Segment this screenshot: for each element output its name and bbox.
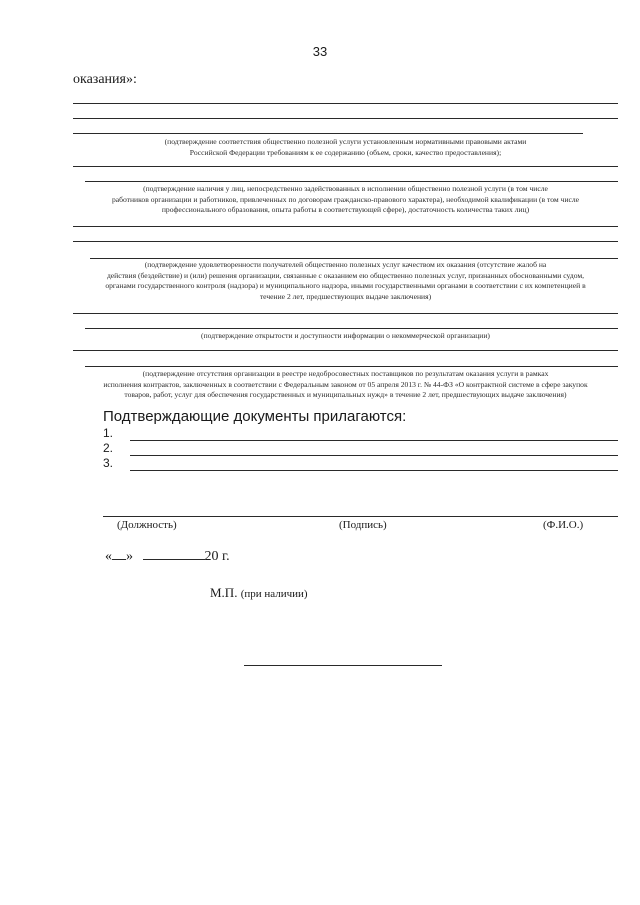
year-prefix: 20 bbox=[204, 549, 219, 564]
document-item-line[interactable] bbox=[130, 455, 618, 456]
caption-staff: (подтверждение наличия у лиц, непосредственно задействованных в исполнении общественно полезной услуги (в том числе работников организации и работников, привлеченных по договорам гражданско-правового характера), необходимой квалификации (в том числе профессионального образования, опыта работы в соответствующей сфере), достаточность количества таких лиц) bbox=[111, 184, 580, 214]
signature-label: (Подпись) bbox=[339, 519, 387, 531]
fill-line bbox=[73, 350, 618, 351]
document-item-number: 3. bbox=[103, 456, 114, 470]
position-line[interactable] bbox=[103, 516, 303, 517]
stamp-place bbox=[210, 585, 308, 601]
fill-line bbox=[73, 118, 618, 119]
document-item-number: 2. bbox=[103, 441, 114, 455]
day-blank[interactable] bbox=[112, 548, 126, 560]
position-label: (Должность) bbox=[117, 519, 177, 531]
caption-satisfaction: (подтверждение удовлетворенности получателей общественно полезных услуг качеством их оказания (отсутствие жалоб на действия (бездействие) и (или) решения организации, связанные с оказанием ею общественно полезных услуг, признанных обоснованными судом, органами государственного контроля (надзора) и муниципального надзора, иными государственными органами в соответствии с их компетенцией в течение 2 лет, предшествующих выдаче заключения) bbox=[105, 260, 586, 301]
fill-line bbox=[90, 258, 618, 259]
name-line[interactable] bbox=[503, 516, 618, 517]
fill-line bbox=[73, 133, 583, 134]
stamp-note: (при наличии) bbox=[240, 588, 308, 600]
document-item-line[interactable] bbox=[130, 470, 618, 471]
date-open-quote: « bbox=[105, 549, 112, 564]
fill-line bbox=[85, 328, 618, 329]
documents-heading: Подтверждающие документы прилагаются: bbox=[103, 408, 407, 425]
month-blank[interactable] bbox=[143, 548, 205, 560]
caption-standards: (подтверждение соответствия общественно полезной услуги установленным нормативными правовыми актами Российской Федерации требованиям к ее содержанию (объем, сроки, качество предоставления); bbox=[164, 137, 527, 157]
date-close-quote: » bbox=[126, 549, 133, 564]
caption-registry: (подтверждение отсутствия организации в реестре недобросовестных поставщиков по результатам оказания услуги в рамках исполнения контрактов, заключенных в соответствии с Федеральным законом от 05 апреля 2013 г. № 44-ФЗ «О контрактной системе в сфере закупок товаров, работ, услуг для обеспечения государственных и муниципальных нужд» в течение 2 лет, предшествующих выдаче заключения) bbox=[103, 369, 588, 399]
bottom-line bbox=[244, 665, 442, 666]
section-ending-text: оказания»: bbox=[73, 72, 137, 87]
fill-line bbox=[73, 226, 618, 227]
document-item-line[interactable] bbox=[130, 440, 618, 441]
fill-line bbox=[73, 241, 618, 242]
stamp-label: М.П. bbox=[210, 585, 238, 600]
fill-line bbox=[73, 313, 618, 314]
fill-line bbox=[73, 103, 618, 104]
year-suffix: г. bbox=[222, 549, 230, 564]
fill-line bbox=[73, 166, 618, 167]
name-label: (Ф.И.О.) bbox=[543, 519, 584, 531]
page-number: 33 bbox=[312, 44, 328, 59]
fill-line bbox=[85, 366, 618, 367]
caption-openness: (подтверждение открытости и доступности информации о некоммерческой организации) bbox=[201, 331, 490, 340]
date-row bbox=[105, 548, 230, 565]
signature-line[interactable] bbox=[303, 516, 503, 517]
fill-line bbox=[85, 181, 618, 182]
document-item-number: 1. bbox=[103, 426, 114, 440]
